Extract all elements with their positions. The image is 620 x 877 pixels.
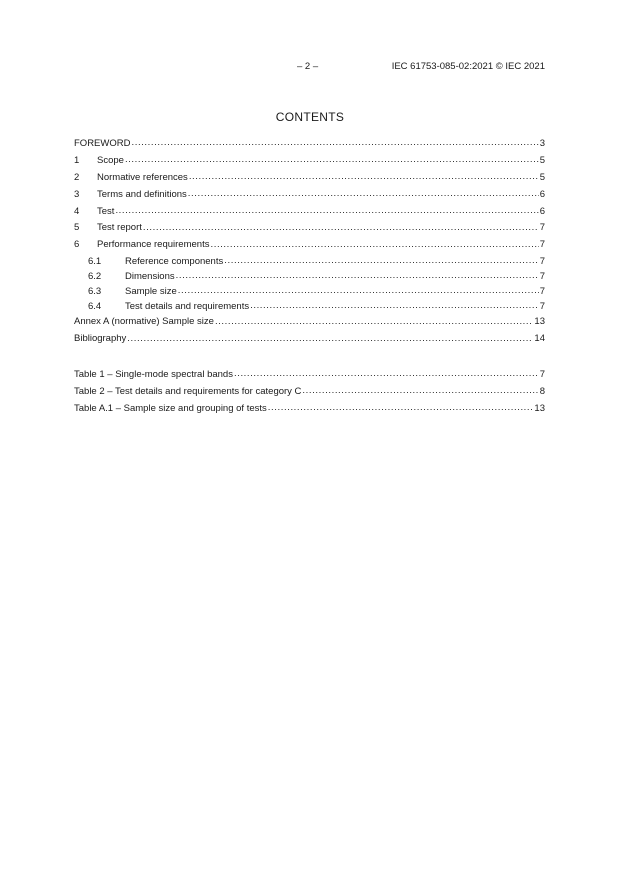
toc-entry-title: Terms and definitions [97, 188, 187, 200]
toc-entry-page: 7 [539, 239, 545, 251]
dot-leader [178, 287, 539, 297]
toc-entry-page: 13 [534, 316, 545, 328]
dot-leader [268, 404, 534, 414]
toc-entry-title: Dimensions [125, 271, 175, 283]
toc-entry-page: 7 [539, 369, 545, 380]
toc-entry-test-details[interactable] [74, 299, 545, 314]
toc-entry-foreword[interactable] [74, 136, 545, 153]
page-number: – 2 – [297, 61, 319, 72]
toc-entry-title: Test [97, 205, 115, 217]
toc-entry-page: 14 [534, 333, 545, 345]
toc-entry-title: Scope [97, 154, 124, 166]
document-reference: IEC 61753-085-02:2021 © IEC 2021 [391, 61, 545, 72]
toc-entry-table-2[interactable] [74, 384, 545, 401]
toc-entry-title: Table A.1 – Sample size and grouping of tests [74, 402, 267, 414]
toc-entry-page: 5 [539, 154, 545, 166]
table-of-contents [74, 136, 545, 348]
toc-entry-number: 6.4 [88, 301, 102, 313]
toc-entry-page: 5 [539, 171, 545, 183]
dot-leader [127, 335, 533, 345]
toc-entry-reference-components[interactable] [74, 254, 545, 269]
dot-leader [302, 387, 538, 397]
toc-entry-table-a1[interactable] [74, 401, 545, 418]
toc-entry-table-1[interactable] [74, 367, 545, 384]
toc-entry-page: 7 [539, 256, 545, 268]
toc-entry-number: 6.2 [88, 271, 102, 283]
toc-entry-title: Bibliography [74, 333, 127, 345]
toc-entry-test-report[interactable] [74, 220, 545, 237]
toc-entry-number: 1 [74, 154, 80, 166]
dot-leader [131, 139, 538, 149]
toc-entry-title: FOREWORD [74, 138, 131, 149]
dot-leader [115, 207, 538, 217]
toc-entry-page: 3 [539, 138, 545, 149]
toc-entry-performance-requirements[interactable] [74, 237, 545, 254]
dot-leader [250, 302, 539, 312]
dot-leader [210, 241, 538, 251]
toc-entry-terms-definitions[interactable] [74, 187, 545, 204]
dot-leader [125, 156, 539, 166]
toc-entry-page: 13 [534, 402, 545, 414]
contents-title: CONTENTS [275, 110, 345, 124]
toc-entry-title: Normative references [97, 171, 188, 183]
toc-entry-test[interactable] [74, 204, 545, 221]
dot-leader [143, 224, 539, 234]
toc-entry-title: Table 1 – Single-mode spectral bands [74, 369, 233, 380]
toc-entry-scope[interactable] [74, 153, 545, 170]
toc-entry-title: Annex A (normative) Sample size [74, 316, 214, 328]
toc-entry-page: 6 [539, 205, 545, 217]
toc-entry-number: 6.1 [88, 256, 102, 268]
toc-entry-page: 7 [539, 301, 545, 313]
toc-entry-number: 2 [74, 171, 80, 183]
toc-entry-page: 7 [539, 286, 545, 298]
toc-entry-number: 4 [74, 205, 80, 217]
dot-leader [176, 272, 539, 282]
dot-leader [188, 190, 539, 200]
toc-entry-page: 6 [539, 188, 545, 200]
page-header [0, 61, 620, 75]
toc-entry-title: Reference components [125, 256, 224, 268]
toc-entry-page: 7 [539, 271, 545, 283]
toc-entry-dimensions[interactable] [74, 269, 545, 284]
toc-entry-page: 8 [539, 385, 545, 397]
toc-entry-number: 6.3 [88, 286, 102, 298]
toc-entry-sample-size[interactable] [74, 284, 545, 299]
toc-entry-number: 3 [74, 188, 80, 200]
toc-entry-title: Table 2 – Test details and requirements for category C [74, 385, 302, 397]
dot-leader [234, 370, 539, 380]
toc-entry-normative-references[interactable] [74, 170, 545, 187]
toc-entry-number: 5 [74, 222, 80, 234]
dot-leader [224, 257, 538, 267]
list-of-tables [74, 367, 545, 418]
toc-entry-title: Test details and requirements [125, 301, 250, 313]
toc-entry-title: Test report [97, 222, 142, 234]
toc-entry-bibliography[interactable] [74, 331, 545, 348]
dot-leader [189, 173, 539, 183]
toc-entry-title: Sample size [125, 286, 177, 298]
toc-entry-annex-a[interactable] [74, 314, 545, 331]
toc-entry-title: Performance requirements [97, 239, 210, 251]
toc-entry-page: 7 [539, 222, 545, 234]
dot-leader [215, 318, 533, 328]
toc-entry-number: 6 [74, 239, 80, 251]
